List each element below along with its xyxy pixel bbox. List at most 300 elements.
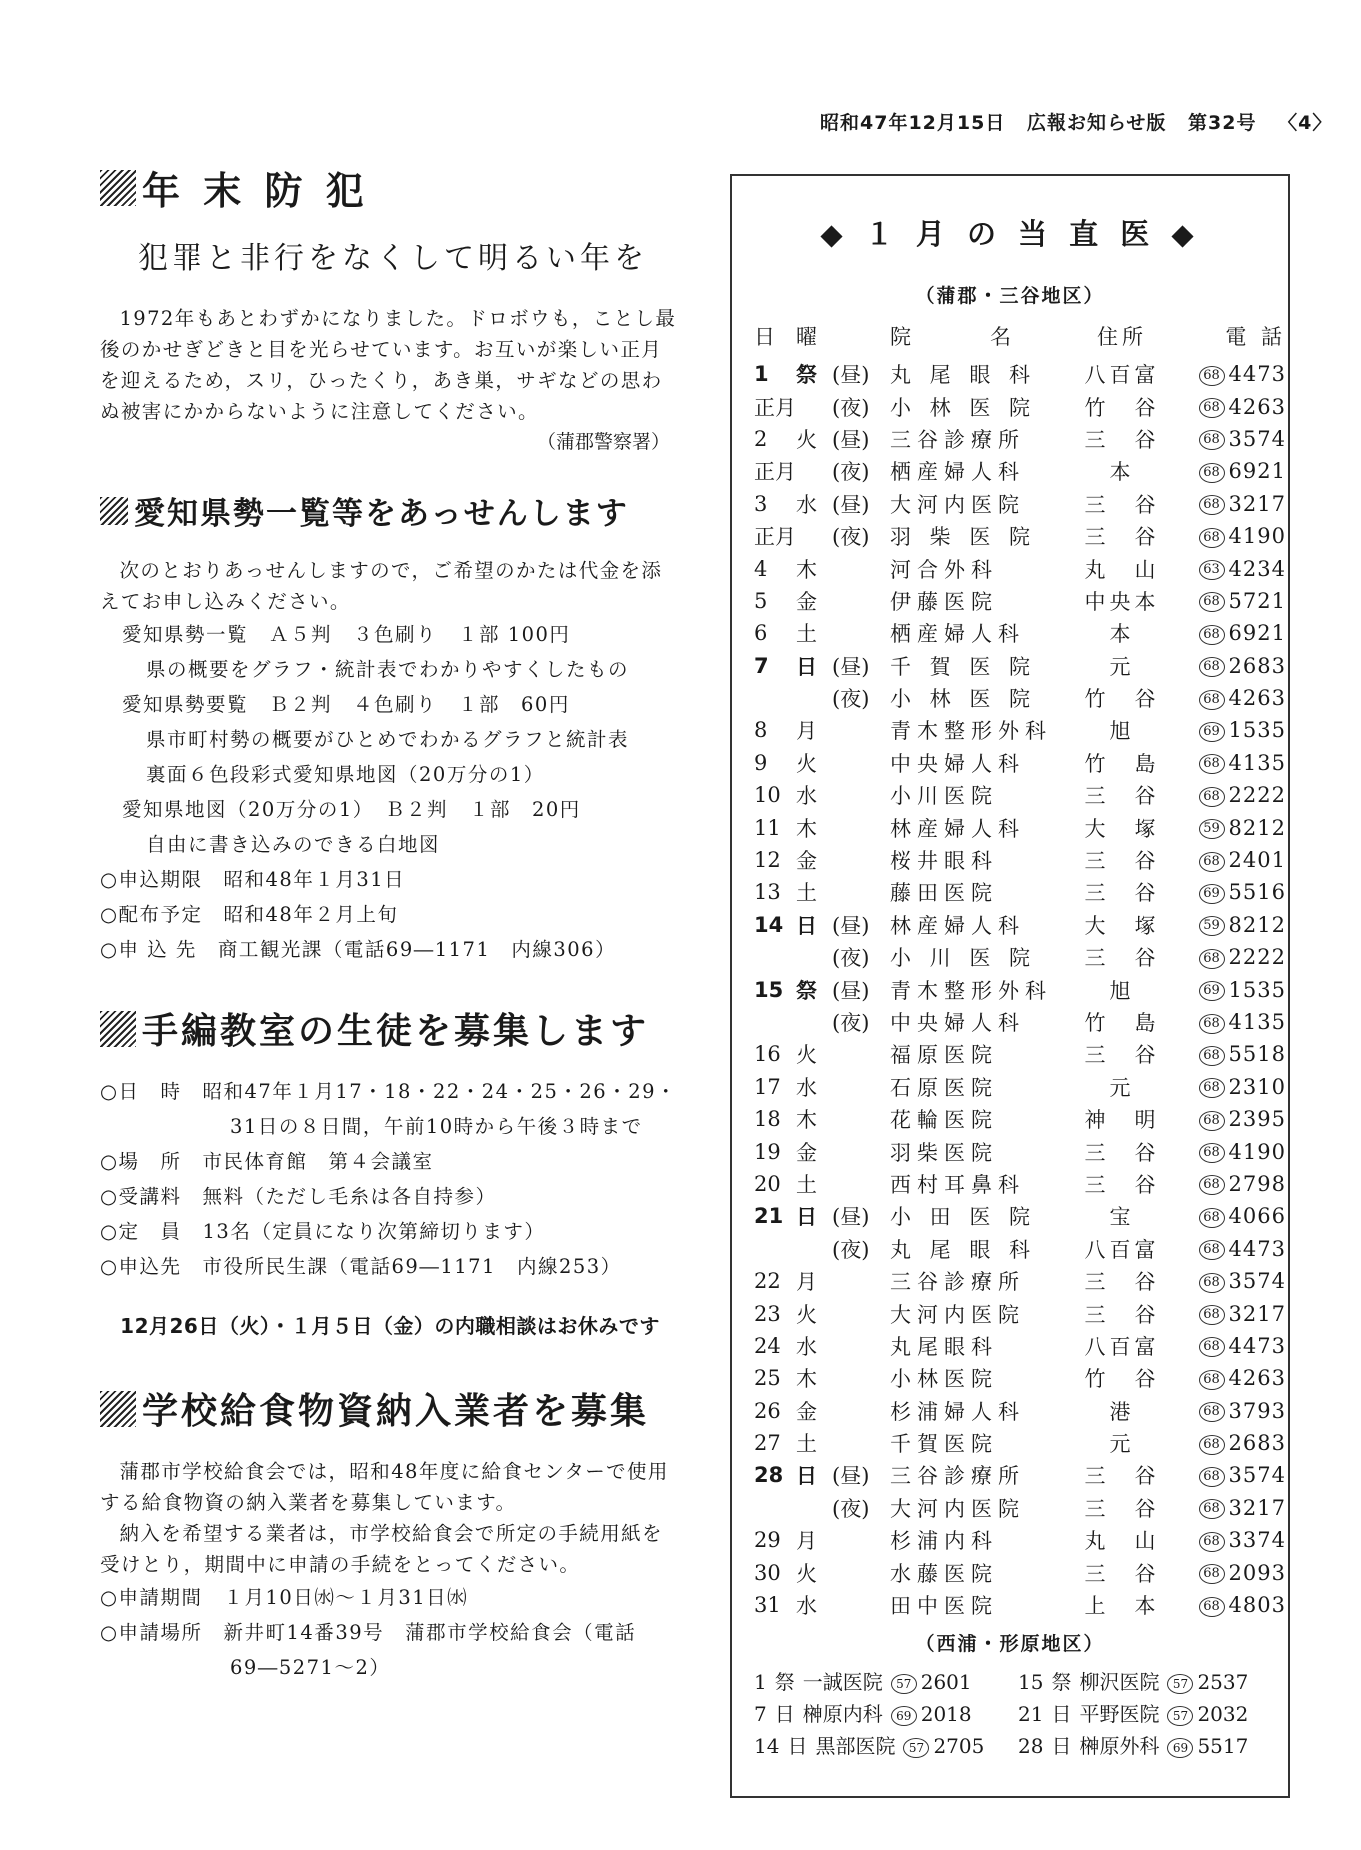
row-address: 旭 xyxy=(1109,978,1135,1003)
row-clinic: 青木整形外科 xyxy=(890,978,1052,1003)
knitting-item: ○場 所 市民体育館 第４会議室 xyxy=(100,1150,434,1173)
page-header xyxy=(820,108,1333,135)
row-shift: (昼) xyxy=(832,1205,870,1230)
table-row xyxy=(754,390,1286,422)
row-shift: (昼) xyxy=(832,978,870,1003)
row-day: 29 xyxy=(754,1528,781,1553)
table-row xyxy=(754,1589,1286,1621)
row-clinic: 大河内医院 xyxy=(890,492,1025,517)
aichi-line: 県の概要をグラフ・統計表でわかりやすくしたもの xyxy=(146,658,630,681)
row-day: 23 xyxy=(754,1301,781,1326)
west-day: 7 xyxy=(754,1702,767,1727)
row-shift xyxy=(832,1556,890,1588)
row-shift: (夜) xyxy=(832,460,870,485)
lunch-title: 学校給食物資納入業者を募集 xyxy=(100,1383,680,1434)
row-address: 三 谷 xyxy=(1084,784,1160,809)
row-phone xyxy=(1174,455,1286,487)
phone-number: 2601 xyxy=(920,1670,972,1695)
duty-title: ◆ １ 月 の 当 直 医 ◆ xyxy=(820,217,1200,251)
table-row xyxy=(754,1459,1286,1491)
row-day xyxy=(754,1492,796,1524)
west-day: 15 xyxy=(1018,1670,1044,1695)
west-clinic: 榊原外科 xyxy=(1079,1734,1160,1759)
row-phone xyxy=(1174,1103,1286,1135)
row-clinic: 小林医院 xyxy=(890,1367,998,1392)
row-day: 19 xyxy=(754,1139,781,1164)
hatch-mark-icon xyxy=(100,497,128,525)
row-clinic: 栖産婦人科 xyxy=(890,460,1025,485)
knitting-item: ○受講料 無料（ただし毛糸は各自持参） xyxy=(100,1185,497,1208)
row-shift xyxy=(832,779,890,811)
area-code: 68 xyxy=(1199,1240,1225,1260)
area-code: 68 xyxy=(1199,1597,1225,1617)
lunch-item: ○申請場所 新井町14番39号 蒲郡市学校給食会（電話 xyxy=(100,1621,637,1644)
row-clinic: 小 田 医 院 xyxy=(890,1205,1037,1230)
header-address: 住所 xyxy=(1097,325,1147,349)
phone-number: 6921 xyxy=(1228,459,1286,484)
row-day: 21 xyxy=(754,1204,784,1229)
table-row xyxy=(754,1006,1286,1038)
phone-number: 1535 xyxy=(1228,977,1286,1002)
west-weekday: 日 xyxy=(774,1702,795,1727)
area-code: 68 xyxy=(1199,1143,1225,1163)
row-weekday: 火 xyxy=(796,427,817,452)
area-code: 63 xyxy=(1199,560,1225,580)
row-shift xyxy=(832,552,890,584)
lunch-para: 納入を希望する業者は，市学校給食会で所定の手続用紙を受けとり，期間中に申請の手続をとってください。 xyxy=(100,1522,663,1576)
row-weekday: 水 xyxy=(796,1594,817,1619)
row-phone xyxy=(1174,520,1286,552)
row-shift xyxy=(832,1395,890,1427)
west-weekday: 祭 xyxy=(1051,1670,1072,1695)
row-address: 竹 谷 xyxy=(1084,1367,1160,1392)
phone-number: 2798 xyxy=(1228,1171,1286,1196)
row-day: 26 xyxy=(754,1398,781,1423)
phone-number: 3217 xyxy=(1228,1301,1286,1326)
row-weekday: 土 xyxy=(796,881,817,906)
row-clinic: 杉浦内科 xyxy=(890,1529,998,1554)
table-row xyxy=(754,1524,1286,1556)
phone-number: 5517 xyxy=(1197,1734,1249,1759)
row-day: 8 xyxy=(754,718,768,743)
area-code: 68 xyxy=(1199,625,1225,645)
table-row xyxy=(754,1200,1286,1232)
area-code: 68 xyxy=(1199,528,1225,548)
table-row xyxy=(754,1297,1286,1329)
row-weekday: 水 xyxy=(796,1075,817,1100)
header-phone: 電 話 xyxy=(1225,325,1286,349)
row-address: 港 xyxy=(1109,1399,1135,1424)
row-day: 13 xyxy=(754,880,781,905)
row-clinic: 福原医院 xyxy=(890,1043,998,1068)
row-address: 丸 山 xyxy=(1084,557,1160,582)
row-clinic: 小 林 医 院 xyxy=(890,395,1037,420)
phone-number: 3574 xyxy=(1228,1463,1286,1488)
row-day: 28 xyxy=(754,1463,784,1488)
row-shift xyxy=(832,1427,890,1459)
row-clinic: 桜井眼科 xyxy=(890,849,998,874)
phone-number: 4473 xyxy=(1228,362,1286,387)
row-day: 22 xyxy=(754,1269,781,1294)
area-code: 57 xyxy=(903,1738,929,1758)
row-shift: (夜) xyxy=(832,525,870,550)
row-phone xyxy=(1174,552,1286,584)
row-day: 31 xyxy=(754,1593,781,1618)
row-day: 4 xyxy=(754,556,768,581)
row-weekday: 日 xyxy=(796,1464,817,1489)
aichi-article xyxy=(100,488,680,967)
west-clinic: 一誠医院 xyxy=(802,1670,883,1695)
row-clinic: 小 林 医 院 xyxy=(890,687,1037,712)
west-day: 1 xyxy=(754,1670,767,1695)
row-clinic: 丸尾眼科 xyxy=(890,1334,998,1359)
table-row xyxy=(754,941,1286,973)
aichi-title: 愛知県勢一覧等をあっせんします xyxy=(100,488,680,533)
aichi-line: 愛知県地図（20万分の1） Ｂ２判 １部 20円 xyxy=(122,798,581,821)
table-row xyxy=(754,358,1286,390)
row-day xyxy=(754,1006,796,1038)
table-row xyxy=(754,1071,1286,1103)
row-clinic: 丸 尾 眼 科 xyxy=(890,1237,1037,1262)
row-weekday: 土 xyxy=(796,622,817,647)
row-day: 9 xyxy=(754,750,768,775)
header-clinic: 院 名 xyxy=(890,325,1015,349)
row-address: 三 谷 xyxy=(1084,1302,1160,1327)
row-address: 三 谷 xyxy=(1084,525,1160,550)
phone-number: 3793 xyxy=(1228,1398,1286,1423)
row-phone xyxy=(1174,617,1286,649)
list-item xyxy=(1018,1666,1272,1698)
row-phone xyxy=(1174,1330,1286,1362)
row-shift xyxy=(832,844,890,876)
row-address: 三 谷 xyxy=(1084,849,1160,874)
row-address: 元 xyxy=(1109,654,1135,679)
row-clinic: 大河内医院 xyxy=(890,1302,1025,1327)
area-code: 68 xyxy=(1199,1532,1225,1552)
table-row xyxy=(754,1362,1286,1394)
area-code: 68 xyxy=(1199,430,1225,450)
aichi-intro: 次のとおりあっせんしますので，ご希望のかたは代金を添えてお申し込みください。 xyxy=(100,559,663,613)
table-row xyxy=(754,1168,1286,1200)
list-item xyxy=(754,1666,1008,1698)
table-row xyxy=(754,714,1286,746)
area-code: 57 xyxy=(891,1674,917,1694)
row-address: 三 谷 xyxy=(1084,492,1160,517)
table-row xyxy=(754,552,1286,584)
row-weekday: 木 xyxy=(796,816,817,841)
table-row xyxy=(754,876,1286,908)
area-code: 68 xyxy=(1199,1175,1225,1195)
row-shift xyxy=(832,1362,890,1394)
row-clinic: 藤田医院 xyxy=(890,881,998,906)
row-phone xyxy=(1174,941,1286,973)
row-phone xyxy=(1174,1459,1286,1491)
row-clinic: 三谷診療所 xyxy=(890,1270,1025,1295)
row-phone xyxy=(1174,1362,1286,1394)
row-clinic: 石原医院 xyxy=(890,1075,998,1100)
row-weekday: 金 xyxy=(796,849,817,874)
row-weekday: 祭 xyxy=(796,978,817,1003)
row-weekday: 祭 xyxy=(796,363,817,388)
row-address: 大 塚 xyxy=(1084,816,1160,841)
row-clinic: 羽柴医院 xyxy=(890,1140,998,1165)
row-phone xyxy=(1174,844,1286,876)
row-day: 27 xyxy=(754,1431,781,1456)
lunch-para: 蒲郡市学校給食会では，昭和48年度に給食センターで使用する給食物資の納入業者を募集しています。 xyxy=(100,1460,669,1514)
area-code: 68 xyxy=(1199,690,1225,710)
table-row xyxy=(754,1427,1286,1459)
phone-number: 2018 xyxy=(920,1702,972,1727)
row-clinic: 栖産婦人科 xyxy=(890,622,1025,647)
area-code: 59 xyxy=(1199,916,1225,936)
row-phone xyxy=(1174,973,1286,1005)
row-weekday: 土 xyxy=(796,1432,817,1457)
row-phone xyxy=(1174,1589,1286,1621)
area-code: 68 xyxy=(1199,949,1225,969)
area-code: 57 xyxy=(1167,1674,1193,1694)
row-address: 竹 島 xyxy=(1084,1011,1160,1035)
crime-title: 年 末 防 犯 xyxy=(100,160,680,215)
table-row xyxy=(754,909,1286,941)
row-shift xyxy=(832,617,890,649)
row-clinic: 小川医院 xyxy=(890,784,998,809)
row-address: 元 xyxy=(1109,1075,1135,1100)
row-shift xyxy=(832,585,890,617)
row-weekday: 水 xyxy=(796,784,817,809)
aichi-line: 県市町村勢の概要がひとめでわかるグラフと統計表 xyxy=(146,728,630,751)
row-address: 大 塚 xyxy=(1084,913,1160,938)
row-shift: (昼) xyxy=(832,363,870,388)
row-day: 10 xyxy=(754,783,781,808)
row-shift: (昼) xyxy=(832,913,870,938)
header-page: 〈4〉 xyxy=(1278,112,1333,134)
row-shift xyxy=(832,1297,890,1329)
row-phone xyxy=(1174,779,1286,811)
row-day: 3 xyxy=(754,491,768,516)
row-weekday xyxy=(796,390,832,422)
table-row xyxy=(754,844,1286,876)
table-row xyxy=(754,585,1286,617)
row-address: 元 xyxy=(1109,1432,1135,1457)
knitting-title: 手編教室の生徒を募集します xyxy=(100,1003,680,1054)
hatch-mark-icon xyxy=(100,1011,136,1047)
area-code: 59 xyxy=(1199,819,1225,839)
row-shift xyxy=(832,747,890,779)
aichi-line: 愛知県勢要覧 Ｂ２判 ４色刷り １部 60円 xyxy=(122,693,570,716)
table-row xyxy=(754,423,1286,455)
row-day: 正月 xyxy=(754,460,796,485)
area-code: 68 xyxy=(1199,592,1225,612)
row-weekday: 火 xyxy=(796,1302,817,1327)
row-shift: (夜) xyxy=(832,687,870,712)
row-weekday: 水 xyxy=(796,1334,817,1359)
row-clinic: 西村耳鼻科 xyxy=(890,1172,1025,1197)
row-phone xyxy=(1174,811,1286,843)
row-shift: (夜) xyxy=(832,946,870,971)
phone-number: 2705 xyxy=(933,1734,985,1759)
row-phone xyxy=(1174,682,1286,714)
row-weekday: 火 xyxy=(796,751,817,776)
west-clinic: 榊原内科 xyxy=(802,1702,883,1727)
table-row xyxy=(754,1330,1286,1362)
row-shift: (夜) xyxy=(832,395,870,420)
row-address: 本 xyxy=(1109,460,1135,485)
west-clinic: 柳沢医院 xyxy=(1079,1670,1160,1695)
phone-number: 2395 xyxy=(1228,1107,1286,1132)
left-column xyxy=(100,160,680,1685)
west-weekday: 祭 xyxy=(774,1670,795,1695)
row-clinic: 三谷診療所 xyxy=(890,1464,1025,1489)
row-weekday xyxy=(796,455,832,487)
area-code: 69 xyxy=(891,1706,917,1726)
row-day: 11 xyxy=(754,815,781,840)
row-clinic: 林産婦人科 xyxy=(890,816,1025,841)
phone-number: 5518 xyxy=(1228,1042,1286,1067)
row-day xyxy=(754,1233,796,1265)
row-address: 丸 山 xyxy=(1084,1529,1160,1554)
row-clinic: 花輪医院 xyxy=(890,1108,998,1133)
row-address: 宝 xyxy=(1109,1205,1135,1230)
list-item xyxy=(754,1698,1008,1730)
area-code: 68 xyxy=(1199,1014,1225,1034)
header-issue: 第32号 xyxy=(1188,112,1257,134)
row-shift xyxy=(832,1103,890,1135)
row-address: 上 本 xyxy=(1084,1594,1160,1619)
row-clinic: 大河内医院 xyxy=(890,1496,1025,1521)
row-clinic: 水藤医院 xyxy=(890,1561,998,1586)
row-weekday: 金 xyxy=(796,1399,817,1424)
phone-number: 5721 xyxy=(1228,588,1286,613)
row-shift: (夜) xyxy=(832,1011,870,1035)
row-address: 三 谷 xyxy=(1084,1496,1160,1521)
row-clinic: 青木整形外科 xyxy=(890,719,1052,744)
area-code: 68 xyxy=(1199,366,1225,386)
row-address: 中央本 xyxy=(1084,589,1160,614)
row-clinic: 伊藤医院 xyxy=(890,589,998,614)
table-row xyxy=(754,650,1286,682)
row-address: 八百富 xyxy=(1084,363,1160,388)
hatch-mark-icon xyxy=(100,1391,136,1427)
area-code: 68 xyxy=(1199,1078,1225,1098)
row-weekday: 金 xyxy=(796,1140,817,1165)
area-code: 68 xyxy=(1199,787,1225,807)
phone-number: 5516 xyxy=(1228,880,1286,905)
table-row xyxy=(754,1103,1286,1135)
row-weekday: 月 xyxy=(796,1529,817,1554)
phone-number: 6921 xyxy=(1228,621,1286,646)
row-phone xyxy=(1174,650,1286,682)
table-row xyxy=(754,1492,1286,1524)
row-phone xyxy=(1174,1006,1286,1038)
area-code: 68 xyxy=(1199,463,1225,483)
area-code: 68 xyxy=(1199,657,1225,677)
row-phone xyxy=(1174,358,1286,390)
west-weekday: 日 xyxy=(787,1734,808,1759)
row-day: 12 xyxy=(754,848,781,873)
row-day: 20 xyxy=(754,1171,781,1196)
row-phone xyxy=(1174,585,1286,617)
row-phone xyxy=(1174,1395,1286,1427)
west-day: 21 xyxy=(1018,1702,1044,1727)
aichi-item: ○配布予定 昭和48年２月上旬 xyxy=(100,903,399,926)
row-address: 三 谷 xyxy=(1084,1270,1160,1295)
row-clinic: 杉浦婦人科 xyxy=(890,1399,1025,1424)
row-weekday: 木 xyxy=(796,557,817,582)
region-nishiura-katahara: （西浦・形原地区） xyxy=(915,1633,1105,1656)
row-clinic: 小 川 医 院 xyxy=(890,946,1037,971)
row-phone xyxy=(1174,1492,1286,1524)
row-shift xyxy=(832,811,890,843)
hatch-mark-icon xyxy=(100,170,136,206)
row-weekday xyxy=(796,1233,832,1265)
table-row xyxy=(754,779,1286,811)
aichi-item: ○申込期限 昭和48年１月31日 xyxy=(100,868,406,891)
row-address: 竹 谷 xyxy=(1084,687,1160,712)
area-code: 68 xyxy=(1199,495,1225,515)
phone-number: 2401 xyxy=(1228,848,1286,873)
row-address: 三 谷 xyxy=(1084,427,1160,452)
row-shift: (昼) xyxy=(832,492,870,517)
area-code: 68 xyxy=(1199,1046,1225,1066)
row-phone xyxy=(1174,1265,1286,1297)
crime-signature: （蒲郡警察署） xyxy=(536,431,670,453)
area-code: 69 xyxy=(1199,722,1225,742)
area-code: 68 xyxy=(1199,1467,1225,1487)
row-address: 三 谷 xyxy=(1084,1043,1160,1068)
knitting-item: ○定 員 13名（定員になり次第締切ります） xyxy=(100,1220,546,1243)
row-day: 25 xyxy=(754,1366,781,1391)
row-address: 三 谷 xyxy=(1084,1172,1160,1197)
row-day: 15 xyxy=(754,977,784,1002)
table-row xyxy=(754,488,1286,520)
row-day: 30 xyxy=(754,1560,781,1585)
row-day: 17 xyxy=(754,1074,781,1099)
list-item xyxy=(1018,1730,1272,1762)
header-day: 日 xyxy=(754,325,779,349)
row-clinic: 中央婦人科 xyxy=(890,1011,1025,1035)
row-address: 八百富 xyxy=(1084,1237,1160,1262)
crime-subtitle: 犯罪と非行をなくして明るい年を xyxy=(138,241,648,276)
area-code: 68 xyxy=(1199,1370,1225,1390)
row-weekday: 月 xyxy=(796,1270,817,1295)
row-shift xyxy=(832,1330,890,1362)
phone-number: 3574 xyxy=(1228,426,1286,451)
row-day: 18 xyxy=(754,1107,781,1132)
row-shift xyxy=(832,1038,890,1070)
west-day: 14 xyxy=(754,1734,780,1759)
knitting-item: 31日の８日間，午前10時から午後３時まで xyxy=(230,1115,643,1138)
area-code: 68 xyxy=(1199,1111,1225,1131)
row-day: 正月 xyxy=(754,395,796,420)
table-row xyxy=(754,1265,1286,1297)
school-lunch-article xyxy=(100,1383,680,1685)
west-weekday: 日 xyxy=(1051,1702,1072,1727)
row-day: 正月 xyxy=(754,525,796,550)
header-date: 昭和47年12月15日 xyxy=(820,112,1006,134)
phone-number: 4190 xyxy=(1228,524,1286,549)
row-weekday: 土 xyxy=(796,1172,817,1197)
row-shift: (昼) xyxy=(832,654,870,679)
row-address: 竹 谷 xyxy=(1084,395,1160,420)
area-code: 68 xyxy=(1199,398,1225,418)
phone-number: 3374 xyxy=(1228,1528,1286,1553)
row-phone xyxy=(1174,747,1286,779)
phone-number: 4066 xyxy=(1228,1204,1286,1229)
aichi-line: 愛知県勢一覧 Ａ５判 ３色刷り １部 100円 xyxy=(122,623,571,646)
list-item xyxy=(1018,1698,1272,1730)
row-day: 7 xyxy=(754,653,769,678)
table-row xyxy=(754,811,1286,843)
